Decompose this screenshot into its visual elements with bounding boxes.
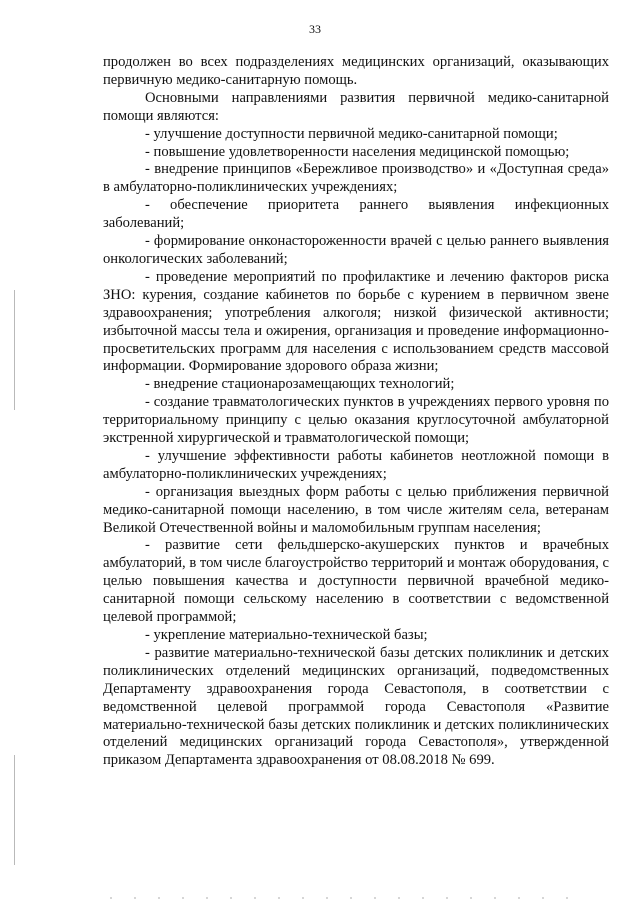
- paragraph: Основными направлениями развития первичной медико-санитарной помощи являются:: [103, 89, 609, 124]
- list-item: - внедрение стационарозамещающих технологий;: [145, 376, 455, 393]
- scan-margin-line: [14, 290, 15, 410]
- list-item: - улучшение доступности первичной медико-санитарной помощи;: [145, 125, 558, 142]
- list-item: - повышение удовлетворенности населения медицинской помощью;: [145, 143, 570, 160]
- scan-margin-line: [14, 755, 15, 865]
- list-item: - развитие сети фельдшерско-акушерских пунктов и врачебных амбулаторий, в том числе благоустройство территорий и монтаж оборудования, с целью повышения качества и доступности первичной врачебной медико-санитарной помощи сельскому населению в соответствии с ведомственной целевой программой;: [103, 537, 609, 626]
- paragraph: продолжен во всех подразделениях медицинских организаций, оказывающих первичную медико-санитарную помощь.: [103, 54, 609, 88]
- list-item: - организация выездных форм работы с целью приближения первичной медико-санитарной помощи населению, в том числе жителям села, ветеранам Великой Отечественной войны и маломобильным группам населения;: [103, 483, 609, 536]
- page-number: 33: [309, 22, 321, 36]
- list-item: - создание травматологических пунктов в учреждениях первого уровня по территориальному принципу с целью оказания круглосуточной амбулаторной экстренной хирургической и травматологической помощи;: [103, 394, 609, 447]
- list-item: - проведение мероприятий по профилактике и лечению факторов риска ЗНО: курения, создание кабинетов по борьбе с курением в первичном звене здравоохранения; употребления алкоголя; низкой физической активности; избыточной массы тела и ожирения, организация и проведение информационно-просветительских программ для населения с использованием средств массовой информации. Формирование здорового образа жизни;: [103, 268, 609, 375]
- list-item: - формирование онконастороженности врачей с целью раннего выявления онкологических заболеваний;: [103, 233, 609, 267]
- list-item: - внедрение принципов «Бережливое производство» и «Доступная среда» в амбулаторно-поликлинических учреждениях;: [103, 161, 609, 196]
- list-item: - улучшение эффективности работы кабинетов неотложной помощи в амбулаторно-поликлинических учреждениях;: [103, 447, 609, 482]
- document-body: [103, 54, 609, 770]
- list-item: - укрепление материально-технической базы;: [145, 627, 428, 643]
- list-item: - обеспечение приоритета раннего выявления инфекционных заболеваний;: [103, 197, 609, 232]
- scan-artifact: [110, 897, 590, 899]
- list-item: - развитие материально-технической базы детских поликлиник и детских поликлинических отделений медицинских организаций, подведомственных Департаменту здравоохранения города Севастополя, в соответствии с ведомственной целевой программой города Севастополя «Развитие материально-технической базы детских поликлиник и детских поликлинических отделений медицинских организаций города Севастополя», утвержденной приказом Департамента здравоохранения от 08.08.2018 № 699.: [103, 644, 609, 769]
